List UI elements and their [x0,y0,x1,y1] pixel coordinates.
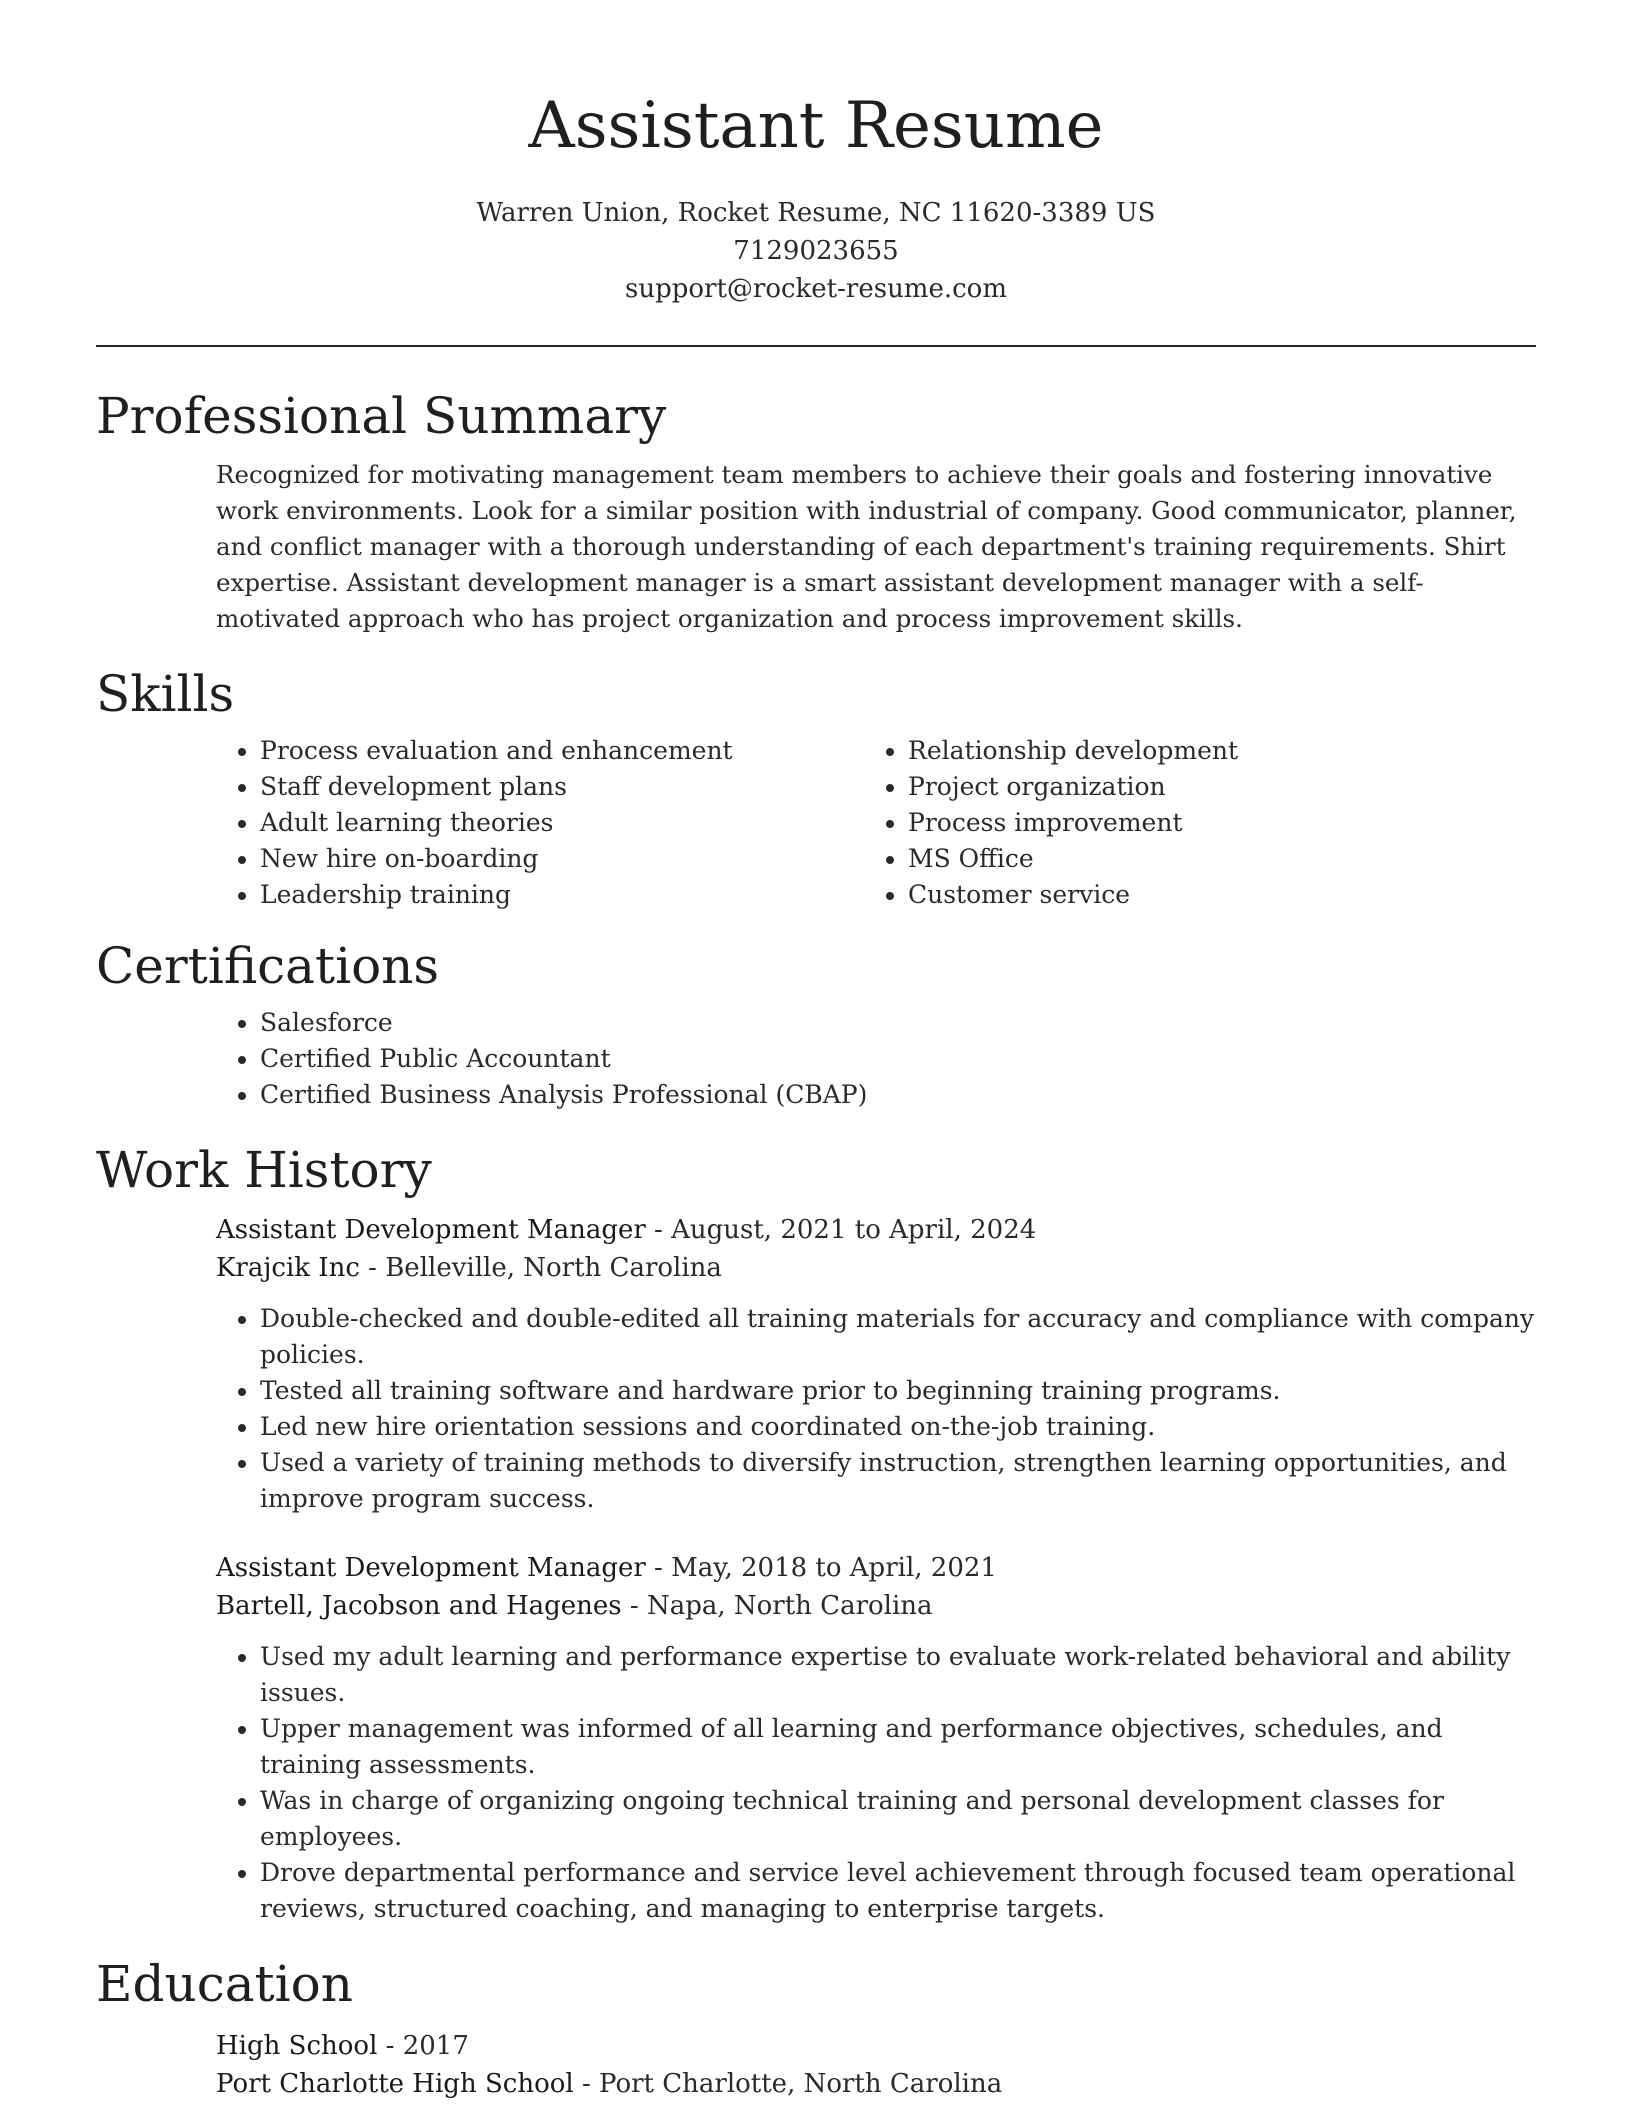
skills-list-right [864,733,1512,913]
job-bullet: • Used my adult learning and performance expertise to evaluate work-related behavioral and ability issues. [260,1639,1536,1711]
contact-phone: 7129023655 [733,236,899,266]
section-heading-certifications: Certifications [96,937,440,995]
job-company-line [216,1587,1536,1625]
skills-grid [216,733,1536,913]
job-bullet: • Double-checked and double-edited all training materials for accuracy and compliance with company policies. [260,1301,1536,1373]
certification-item: • Certified Business Analysis Professional (CBAP) [260,1077,1536,1113]
skills-column-right [864,733,1512,913]
skill-item: • Staff development plans [260,769,864,805]
job-bullet: • Was in charge of organizing ongoing technical training and personal development classes for employees. [260,1783,1536,1855]
job-bullet: • Tested all training software and hardware prior to beginning training programs. [260,1373,1536,1409]
skill-item: • Relationship development [908,733,1512,769]
job-title-line [216,1211,1536,1249]
job-bullet: • Led new hire orientation sessions and coordinated on-the-job training. [260,1409,1536,1445]
job-bullet: • Drove departmental performance and service level achievement through focused team operational reviews, structured coaching, and managing to enterprise targets. [260,1855,1536,1927]
education-year: - 2017 [377,2031,469,2061]
education-school: Port Charlotte High School [216,2069,574,2099]
job-bullet: • Upper management was informed of all learning and performance objectives, schedules, and training assessments. [260,1711,1536,1783]
certification-item: • Certified Public Accountant [260,1041,1536,1077]
section-heading-education: Education [96,1955,353,2013]
certifications-block [216,1005,1536,1113]
job-entry [216,1549,1536,1927]
section-heading-summary: Professional Summary [96,387,667,445]
skill-item: • Process evaluation and enhancement [260,733,864,769]
skill-item: • Project organization [908,769,1512,805]
education-location: - Port Charlotte, North Carolina [573,2069,1003,2099]
contact-email: support@rocket-resume.com [624,274,1007,304]
contact-block [96,194,1536,308]
skill-item: • Process improvement [908,805,1512,841]
job-entry [216,1211,1536,1517]
job-bullet: • Used a variety of training methods to diversify instruction, strengthen learning opportunities, and improve program success. [260,1445,1536,1517]
education-school-line [216,2065,1536,2103]
job-title: Assistant Development Manager [216,1215,646,1245]
job-bullet-list [216,1639,1536,1927]
job-bullet-list [216,1301,1536,1517]
certifications-list [216,1005,1536,1113]
education-block [216,2027,1536,2103]
job-company: Bartell, Jacobson and Hagenes [216,1591,622,1621]
resume-title: Assistant Resume [528,89,1104,163]
section-heading-skills: Skills [96,665,235,723]
job-title-line [216,1549,1536,1587]
job-location: - Belleville, North Carolina [359,1253,722,1283]
job-title: Assistant Development Manager [216,1553,646,1583]
summary-paragraph: Recognized for motivating management team members to achieve their goals and fostering innovative work environments. Look for a similar position with industrial of company. Good communicator, planner, and conflict manager with a thorough understanding of each department's training requirements. Shirt expertise. Assistant development manager is a smart assistant development manager with a self-motivated approach who has project organization and process improvement skills. [216,460,1517,633]
skill-item: • Leadership training [260,877,864,913]
skill-item: • Adult learning theories [260,805,864,841]
certification-item: • Salesforce [260,1005,1536,1041]
section-heading-work-history: Work History [96,1141,432,1199]
skills-list-left [216,733,864,913]
work-history-block [216,1211,1536,1927]
job-dates: - August, 2021 to April, 2024 [645,1215,1037,1245]
education-degree: High School [216,2031,378,2061]
skill-item: • New hire on-boarding [260,841,864,877]
skill-item: • MS Office [908,841,1512,877]
skills-column-left [216,733,864,913]
job-company: Krajcik Inc [216,1253,360,1283]
skill-item: • Customer service [908,877,1512,913]
job-location: - Napa, North Carolina [621,1591,933,1621]
job-dates: - May, 2018 to April, 2021 [645,1553,997,1583]
resume-header [96,0,1536,308]
education-degree-line [216,2027,1536,2065]
header-divider [96,345,1536,347]
job-company-line [216,1249,1536,1287]
contact-address: Warren Union, Rocket Resume, NC 11620-3389 US [476,198,1156,228]
